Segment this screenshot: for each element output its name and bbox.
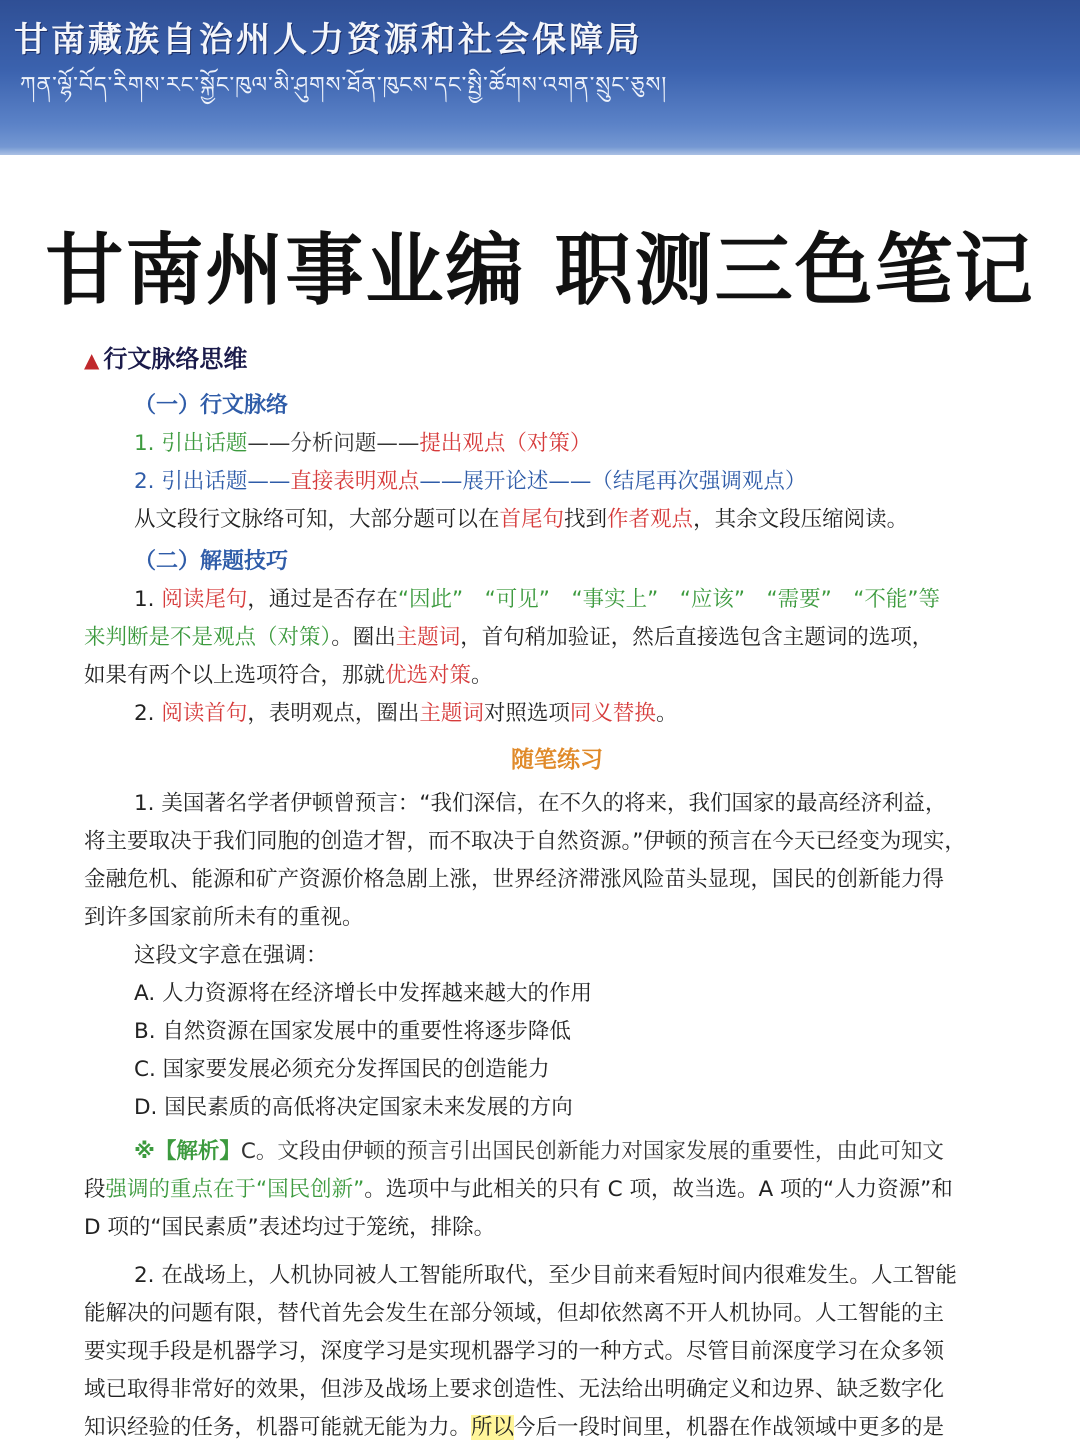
tip-2: 2. 阅读首句，表明观点，圈出主题词对照选项同义替换。 [134,701,678,726]
q1-passage-line-1: 1. 美国著名学者伊顿曾预言：“我们深信，在不久的将来，我们国家的最高经济利益， [134,791,947,816]
q1-passage-line-2: 将主要取决于我们同胞的创造才智，而不取决于自然资源。”伊顿的预言在今天已经变为现实， [84,829,966,854]
tip-1-line-1: 1. 阅读尾句，通过是否存在“因此” “可见” “事实上” “应该” “需要” “不能”等 [134,587,941,612]
tip-1-line-2: 来判断是不是观点（对策）。圈出主题词，首句稍加验证，然后直接选包含主题词的选项， [84,625,934,650]
section-heading: ▲ 行文脉络思维 [84,345,248,373]
structure-line-2: 2. 引出话题——直接表明观点——展开论述——（结尾再次强调观点） [134,469,807,494]
q1-analysis-line-2: 段强调的重点在于“国民创新”。选项中与此相关的只有 C 项，故当选。A 项的“人力资源”和 [84,1177,953,1202]
triangle-icon: ▲ [84,348,100,372]
bureau-name-tibetan: ཀན་ལྷོ་བོད་རིགས་རང་སྐྱོང་ཁུལ་མི་ཤུགས་ཐོན་ཁུངས་དང་སྤྱི་ཚོགས་འགན་སྲུང་ཅུས། [20,73,668,98]
q2-passage-line-1: 2. 在战场上，人机协同被人工智能所取代，至少目前来看短时间内很难发生。人工智能 [134,1263,957,1288]
q2-passage-line-3: 要实现手段是机器学习，深度学习是实现机器学习的一种方式。尽管目前深度学习在众多领 [84,1339,945,1364]
q2-passage-line-2: 能解决的问题有限，替代首先会发生在部分领域，但却依然离不开人机协同。人工智能的主 [84,1301,945,1326]
q1-stem: 这段文字意在强调： [134,943,328,968]
q2-passage-line-4: 域已取得非常好的效果，但涉及战场上要求创造性、无法给出明确定义和边界、缺乏数字化 [84,1377,945,1402]
page-title: 甘南州事业编 职测三色笔记 [45,226,1035,316]
q1-analysis-line-3: D 项的“国民素质”表述均过于笼统，排除。 [84,1215,496,1240]
q1-analysis-line-1: ※【解析】C。文段由伊顿的预言引出国民创新能力对国家发展的重要性，由此可知文 [134,1139,944,1164]
q1-option-a: A. 人力资源将在经济增长中发挥越来越大的作用 [134,981,593,1006]
notes-content [84,340,1030,1447]
subsection-heading-2: （二）解题技巧 [134,549,289,574]
q1-passage-line-3: 金融危机、能源和矿产资源价格急剧上涨，世界经济滞涨风险苗头显现，国民的创新能力得 [84,867,945,892]
q2-passage-line-5: 知识经验的任务，机器可能就无能为力。所以今后一段时间里，机器在作战领域中更多的是 [84,1415,945,1440]
q1-passage-line-4: 到许多国家前所未有的重视。 [84,905,364,930]
structure-summary: 从文段行文脉络可知，大部分题可以在首尾句找到作者观点，其余文段压缩阅读。 [134,507,909,532]
q1-option-b: B. 自然资源在国家发展中的重要性将逐步降低 [134,1019,571,1044]
q1-option-c: C. 国家要发展必须充分发挥国民的创造能力 [134,1057,550,1082]
highlight-mark: 所以 [471,1415,515,1440]
structure-line-1: 1. 引出话题——分析问题——提出观点（对策） [134,431,592,456]
tip-1-line-3: 如果有两个以上选项符合，那就优选对策。 [84,663,493,688]
subsection-heading-1: （一）行文脉络 [134,393,289,418]
header-banner [0,0,1080,155]
bureau-name: 甘南藏族自治州人力资源和社会保障局 [14,20,643,60]
q1-option-d: D. 国民素质的高低将决定国家未来发展的方向 [134,1095,573,1120]
practice-heading: 随笔练习 [511,747,603,773]
